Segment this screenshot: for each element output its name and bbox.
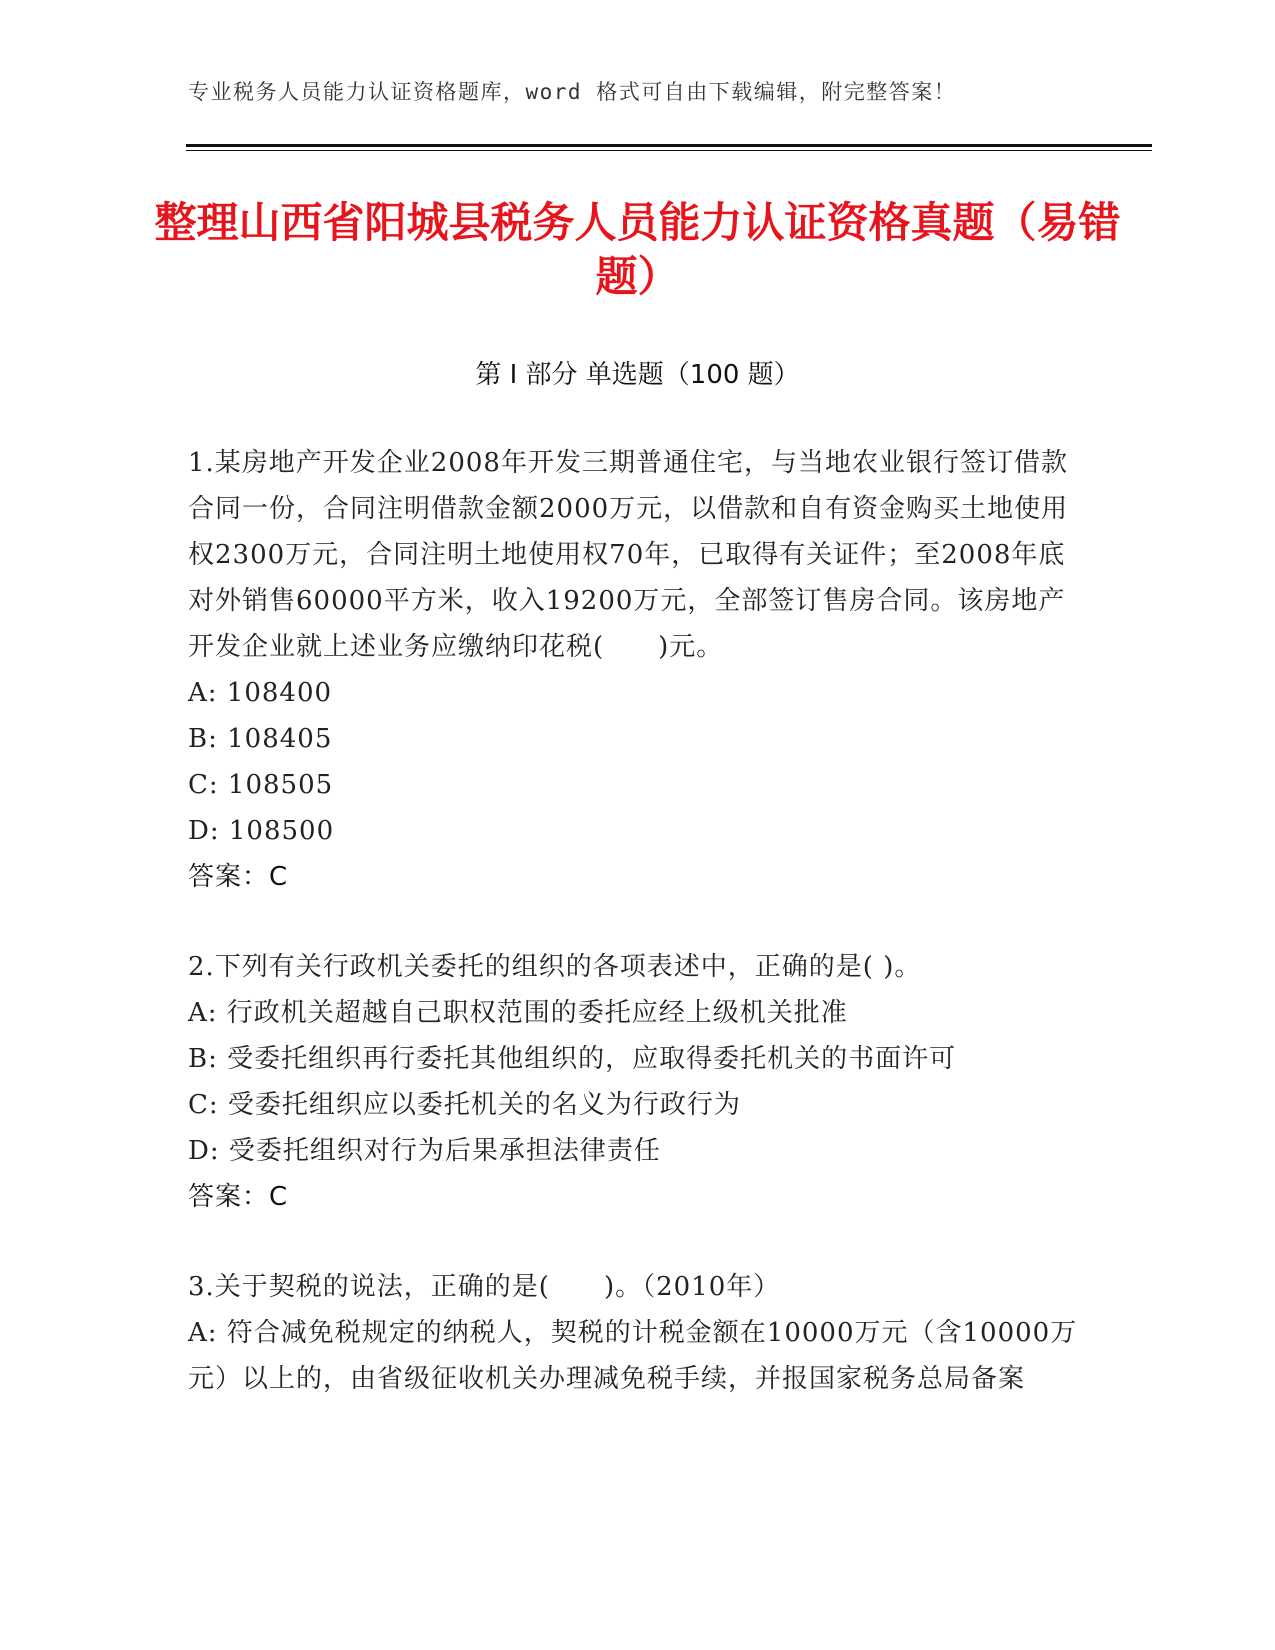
answer: 答案：C	[188, 1182, 289, 1212]
section-title: 第 I 部分 单选题（100 题）	[475, 360, 800, 390]
option-d: D: 受委托组织对行为后果承担法律责任	[188, 1136, 661, 1166]
option-c: C: 108505	[188, 770, 334, 800]
option-a: A: 符合减免税规定的纳税人，契税的计税金额在10000万元（含10000万元）以上的，由省级征收机关办理减免税手续，并报国家税务总局备案	[188, 1318, 1078, 1394]
spacer	[188, 1220, 1078, 1264]
question-stem: 3.关于契税的说法，正确的是( )。（2010年）	[188, 1272, 781, 1302]
option-d: D: 108500	[188, 816, 335, 846]
option-b: B: 受委托组织再行委托其他组织的，应取得委托机关的书面许可	[188, 1044, 957, 1074]
answer: 答案：C	[188, 862, 289, 892]
header-rule-thick	[186, 144, 1152, 147]
spacer	[188, 900, 1078, 944]
option-a: A: 行政机关超越自己职权范围的委托应经上级机关批准	[188, 998, 848, 1028]
header-note: 专业税务人员能力认证资格题库，word 格式可自由下载编辑，附完整答案！	[188, 80, 957, 104]
option-b: B: 108405	[188, 724, 333, 754]
question-list	[188, 440, 1078, 1402]
question-stem: 2.下列有关行政机关委托的组织的各项表述中，正确的是( )。	[188, 952, 922, 982]
option-c: C: 受委托组织应以委托机关的名义为行政行为	[188, 1090, 741, 1120]
header-rule-thin	[186, 150, 1152, 151]
question-2	[188, 944, 1078, 1220]
question-stem: 1.某房地产开发企业2008年开发三期普通住宅，与当地农业银行签订借款合同一份，合同注明借款金额2000万元，以借款和自有资金购买土地使用权2300万元，合同注明土地使用权70年，已取得有关证件；至2008年底对外销售60000平方米，收入19200万元，全部签订售房合同。该房地产开发企业就上述业务应缴纳印花税( )元。	[188, 448, 1069, 662]
question-1	[188, 440, 1078, 900]
document-title: 整理山西省阳城县税务人员能力认证资格真题（易错题）	[154, 198, 1121, 301]
question-3	[188, 1264, 1078, 1402]
option-a: A: 108400	[188, 678, 333, 708]
